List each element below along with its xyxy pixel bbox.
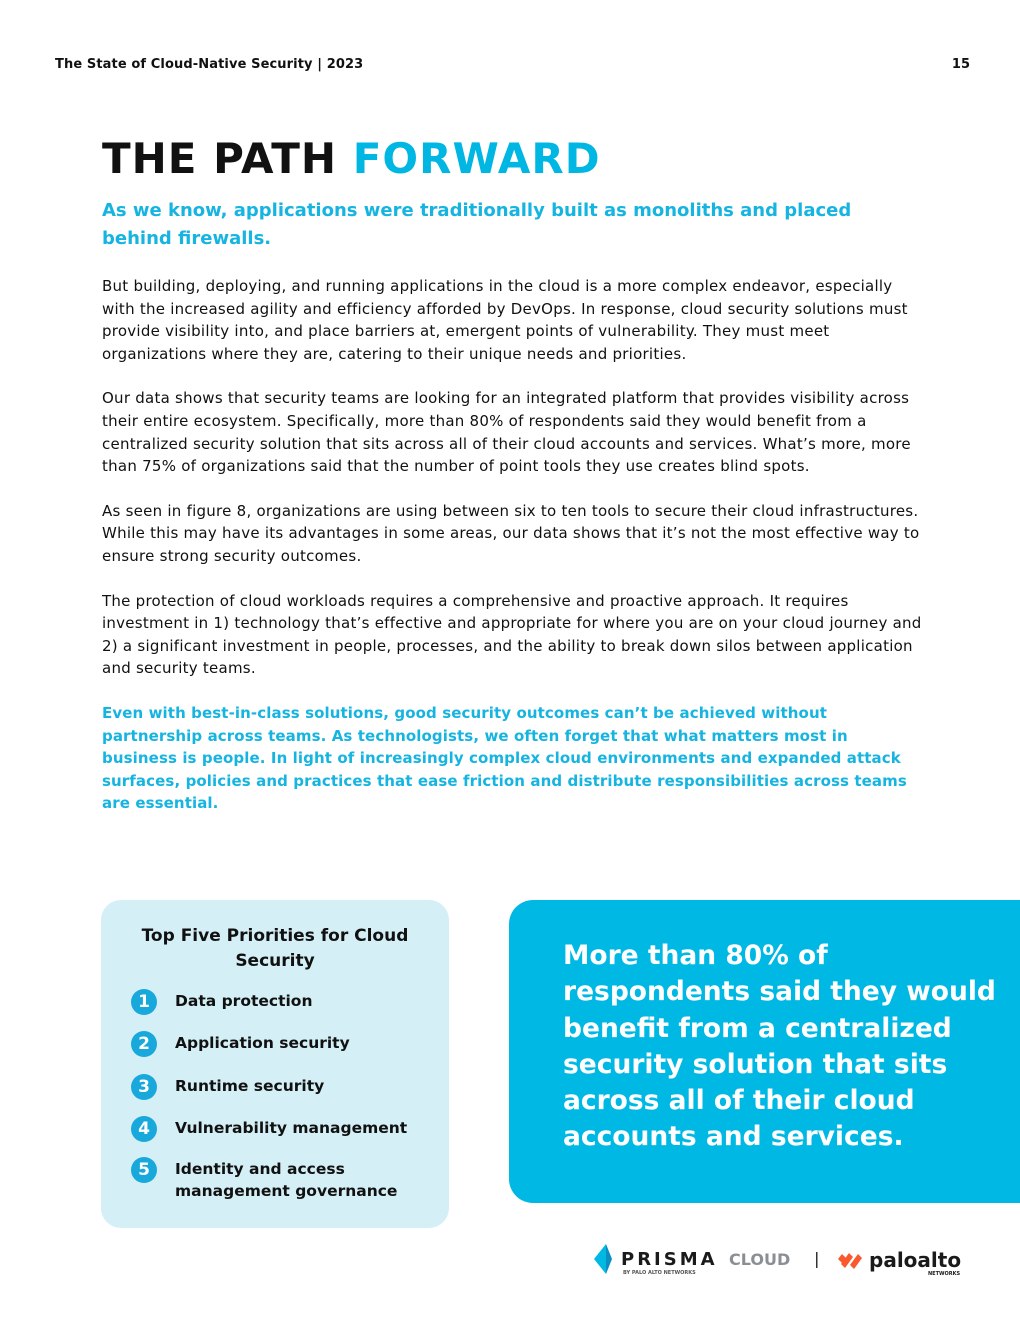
intro-paragraph: As we know, applications were traditionally built as monoliths and placed behind firewalls. xyxy=(102,200,852,249)
priorities-box xyxy=(101,900,449,1228)
prisma-wordmark: PRISMA xyxy=(621,1249,718,1270)
body-paragraph: But building, deploying, and running applications in the cloud is a more complex endeavor, especially with the increased agility and efficiency afforded by DevOps. In response, cloud security solutions must provide visibility into, and place barriers at, emergent points of vulnerability. They must meet organizations where they are, catering to their unique needs and priorities. xyxy=(102,277,908,363)
title-part-2: FORWARD xyxy=(352,134,601,183)
page-number: 15 xyxy=(951,57,970,72)
body-paragraph: As seen in figure 8, organizations are using between six to ten tools to secure their cloud infrastructures. While this may have its advantages in some areas, our data shows that it’s not the most effective way to ensure strong security outcomes. xyxy=(102,501,920,565)
number-5-icon: 5 xyxy=(131,1157,157,1183)
number-2-icon: 2 xyxy=(131,1031,157,1057)
priority-item xyxy=(131,1116,425,1142)
cloud-wordmark: CLOUD xyxy=(729,1250,791,1269)
priority-item xyxy=(131,1157,425,1202)
report-title: The State of Cloud-Native Security | 2023 xyxy=(55,57,364,72)
body-text xyxy=(102,275,922,837)
priority-label: Identity and access management governance xyxy=(175,1160,398,1200)
page-title xyxy=(102,134,601,183)
title-part-1: THE PATH xyxy=(102,134,353,183)
number-3-icon: 3 xyxy=(131,1074,157,1100)
paloalto-logo xyxy=(838,1248,961,1277)
footer-logos xyxy=(594,1240,974,1280)
number-1-icon: 1 xyxy=(131,989,157,1015)
prisma-logo-icon-facet xyxy=(606,1244,612,1274)
priority-label: Application security xyxy=(175,1034,350,1052)
paloalto-logo-icon xyxy=(838,1253,862,1269)
prisma-logo-icon xyxy=(594,1244,606,1274)
priority-label: Runtime security xyxy=(175,1077,325,1095)
callout-box xyxy=(509,900,1020,1203)
prisma-cloud-logo xyxy=(594,1244,790,1276)
paloalto-wordmark: paloalto xyxy=(869,1248,962,1272)
body-paragraph: Our data shows that security teams are looking for an integrated platform that provides visibility across their entire ecosystem. Specifically, more than 80% of respondents said they would benefit from a centralized security solution that sits across all of their cloud accounts and services. What’s more, more than 75% of organizations said that the number of point tools they use creates blind spots. xyxy=(102,389,911,476)
footer-logos-svg xyxy=(594,1240,974,1280)
priority-label: Vulnerability management xyxy=(175,1119,408,1137)
number-4-icon: 4 xyxy=(131,1116,157,1142)
paloalto-networks-label: NETWORKS xyxy=(928,1271,961,1277)
body-paragraph: The protection of cloud workloads requires a comprehensive and proactive approach. It requires investment in 1) technology that’s effective and appropriate for where you are on your cloud journey and 2) a significant investment in people, processes, and the ability to break down silos between application and security teams. xyxy=(102,591,922,678)
priority-item xyxy=(131,1031,425,1057)
priority-item xyxy=(131,989,425,1015)
priority-label: Data protection xyxy=(175,992,313,1010)
prisma-tagline: BY PALO ALTO NETWORKS xyxy=(623,1270,696,1276)
priorities-title: Top Five Priorities for Cloud Security xyxy=(141,926,409,971)
highlight-paragraph: Even with best-in-class solutions, good security outcomes can’t be achieved without partnership across teams. As technologists, we often forget that what matters most in business is people. In light of increasingly complex cloud environments and expanded attack surfaces, policies and practices that ease friction and distribute responsibilities across teams are essential. xyxy=(102,703,907,813)
priority-item xyxy=(131,1074,425,1100)
logo-divider xyxy=(816,1252,818,1268)
callout-text: More than 80% of respondents said they would benefit from a centralized security solution that sits across all of their cloud accounts and services. xyxy=(563,940,996,1153)
